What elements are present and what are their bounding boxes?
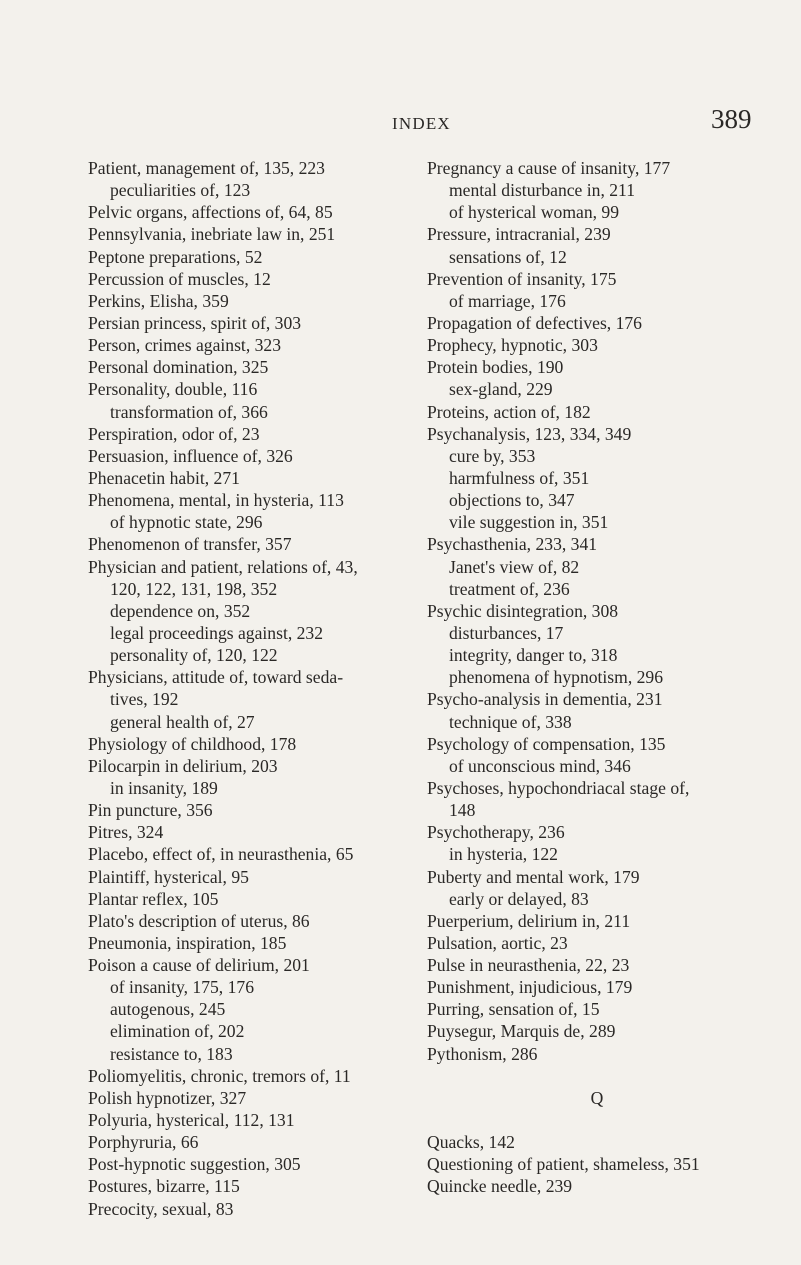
index-subentry: of unconscious mind, 346 <box>449 755 631 776</box>
index-subentry: objections to, 347 <box>449 490 575 511</box>
index-subentry: peculiarities of, 123 <box>110 180 251 201</box>
index-subentry: vile suggestion in, 351 <box>449 512 609 533</box>
index-entry: Physiology of childhood, 178 <box>88 733 297 754</box>
index-subentry: mental disturbance in, 211 <box>449 180 635 201</box>
index-subentry: 148 <box>449 800 476 821</box>
index-entry: Poison a cause of delirium, 201 <box>88 955 310 976</box>
index-entry: Physicians, attitude of, toward seda- <box>88 667 344 688</box>
running-head: INDEX <box>392 114 451 133</box>
index-entry: Persian princess, spirit of, 303 <box>88 312 302 333</box>
index-entry: Purring, sensation of, 15 <box>427 999 600 1020</box>
index-entry: Polish hypnotizer, 327 <box>88 1087 247 1108</box>
index-entry: Pin puncture, 356 <box>88 800 213 821</box>
index-entry: Person, crimes against, 323 <box>88 335 282 356</box>
index-subentry: of hysterical woman, 99 <box>449 202 620 223</box>
index-subentry: disturbances, 17 <box>449 622 564 643</box>
index-entry: Pelvic organs, affections of, 64, 85 <box>88 202 333 223</box>
index-subentry: personality of, 120, 122 <box>110 645 278 666</box>
index-entry: Pennsylvania, inebriate law in, 251 <box>88 224 336 245</box>
page-number: 389 <box>711 104 752 134</box>
index-subentry: transformation of, 366 <box>110 401 268 422</box>
index-entry: Quincke needle, 239 <box>427 1176 573 1197</box>
index-entry: Post-hypnotic suggestion, 305 <box>88 1154 301 1175</box>
index-subentry: general health of, 27 <box>110 711 255 732</box>
index-entry: Questioning of patient, shameless, 351 <box>427 1154 700 1175</box>
index-entry: Placebo, effect of, in neurasthenia, 65 <box>88 844 354 865</box>
index-entry: Pythonism, 286 <box>427 1043 538 1064</box>
index-entry: Plato's description of uterus, 86 <box>88 910 310 931</box>
index-entry: Patient, management of, 135, 223 <box>88 158 325 178</box>
index-subentry: dependence on, 352 <box>110 600 251 621</box>
index-subentry: sensations of, 12 <box>449 246 567 267</box>
index-entry: Precocity, sexual, 83 <box>88 1198 234 1219</box>
index-entry: Puberty and mental work, 179 <box>427 866 640 887</box>
index-entry: Punishment, injudicious, 179 <box>427 977 633 998</box>
index-entry: Psychology of compensation, 135 <box>427 733 666 754</box>
index-entry: Psychoses, hypochondriacal stage of, <box>427 777 690 798</box>
index-entry: Psychic disintegration, 308 <box>427 600 619 621</box>
index-entry: Phenomena, mental, in hysteria, 113 <box>88 490 344 511</box>
index-entry: Puysegur, Marquis de, 289 <box>427 1021 616 1042</box>
index-entry: Postures, bizarre, 115 <box>88 1176 240 1197</box>
index-entry: Protein bodies, 190 <box>427 357 564 378</box>
index-entry: Personality, double, 116 <box>88 379 258 400</box>
page-header <box>0 104 801 150</box>
index-column-left <box>88 157 358 1220</box>
section-letter: Q <box>590 1087 604 1108</box>
index-subentry: of hypnotic state, 296 <box>110 512 263 533</box>
index-entry: Plantar reflex, 105 <box>88 888 219 909</box>
index-subentry: of insanity, 175, 176 <box>110 977 254 998</box>
index-entry: Puerperium, delirium in, 211 <box>427 910 631 931</box>
index-entry: Peptone preparations, 52 <box>88 246 263 267</box>
index-entry: Psychasthenia, 233, 341 <box>427 534 598 555</box>
index-entry: Phenomenon of transfer, 357 <box>88 534 292 555</box>
index-subentry: legal proceedings against, 232 <box>110 622 324 643</box>
index-entry: Physician and patient, relations of, 43, <box>88 556 358 577</box>
index-entry: Pressure, intracranial, 239 <box>427 224 611 245</box>
index-entry: Perspiration, odor of, 23 <box>88 423 260 444</box>
index-subentry: technique of, 338 <box>449 711 572 732</box>
index-entry: Prevention of insanity, 175 <box>427 268 617 289</box>
index-subentry: of marriage, 176 <box>449 290 566 311</box>
index-entry: Phenacetin habit, 271 <box>88 467 240 488</box>
index-entry: Prophecy, hypnotic, 303 <box>427 335 598 356</box>
index-subentry: tives, 192 <box>110 689 179 710</box>
index-entry: Perkins, Elisha, 359 <box>88 290 229 311</box>
index-entry: Pulsation, aortic, 23 <box>427 932 568 953</box>
index-entry: Pitres, 324 <box>88 822 164 843</box>
index-subentry: harmfulness of, 351 <box>449 467 590 488</box>
index-subentry: resistance to, 183 <box>110 1043 233 1064</box>
index-column-right <box>427 157 767 1198</box>
index-entry: Pregnancy a cause of insanity, 177 <box>427 158 671 178</box>
index-entry: Proteins, action of, 182 <box>427 401 591 422</box>
index-subentry: Janet's view of, 82 <box>449 556 580 577</box>
index-entry: Psychanalysis, 123, 334, 349 <box>427 423 632 444</box>
index-entry: Pilocarpin in delirium, 203 <box>88 755 278 776</box>
index-entry: Personal domination, 325 <box>88 357 269 378</box>
index-entry: Psycho-analysis in dementia, 231 <box>427 689 663 710</box>
index-entry: Pneumonia, inspiration, 185 <box>88 932 287 953</box>
index-subentry: in hysteria, 122 <box>449 844 558 865</box>
index-subentry: in insanity, 189 <box>110 777 218 798</box>
index-subentry: treatment of, 236 <box>449 578 570 599</box>
index-subentry: integrity, danger to, 318 <box>449 645 618 666</box>
index-entry: Psychotherapy, 236 <box>427 822 565 843</box>
index-subentry: autogenous, 245 <box>110 999 226 1020</box>
index-entry: Poliomyelitis, chronic, tremors of, 11 <box>88 1065 351 1086</box>
index-entry: Pulse in neurasthenia, 22, 23 <box>427 955 630 976</box>
index-subentry: elimination of, 202 <box>110 1021 245 1042</box>
index-subentry: early or delayed, 83 <box>449 888 589 909</box>
index-entry: Propagation of defectives, 176 <box>427 312 642 333</box>
index-subentry: sex-gland, 229 <box>449 379 553 400</box>
index-subentry: phenomena of hypnotism, 296 <box>449 667 664 688</box>
index-subentry: cure by, 353 <box>449 445 536 466</box>
index-entry: Porphyruria, 66 <box>88 1132 199 1153</box>
index-entry: Quacks, 142 <box>427 1132 515 1153</box>
index-entry: Plaintiff, hysterical, 95 <box>88 866 249 887</box>
index-entry: Persuasion, influence of, 326 <box>88 445 293 466</box>
index-subentry: 120, 122, 131, 198, 352 <box>110 578 278 599</box>
index-entry: Polyuria, hysterical, 112, 131 <box>88 1110 295 1131</box>
index-entry: Percussion of muscles, 12 <box>88 268 271 289</box>
